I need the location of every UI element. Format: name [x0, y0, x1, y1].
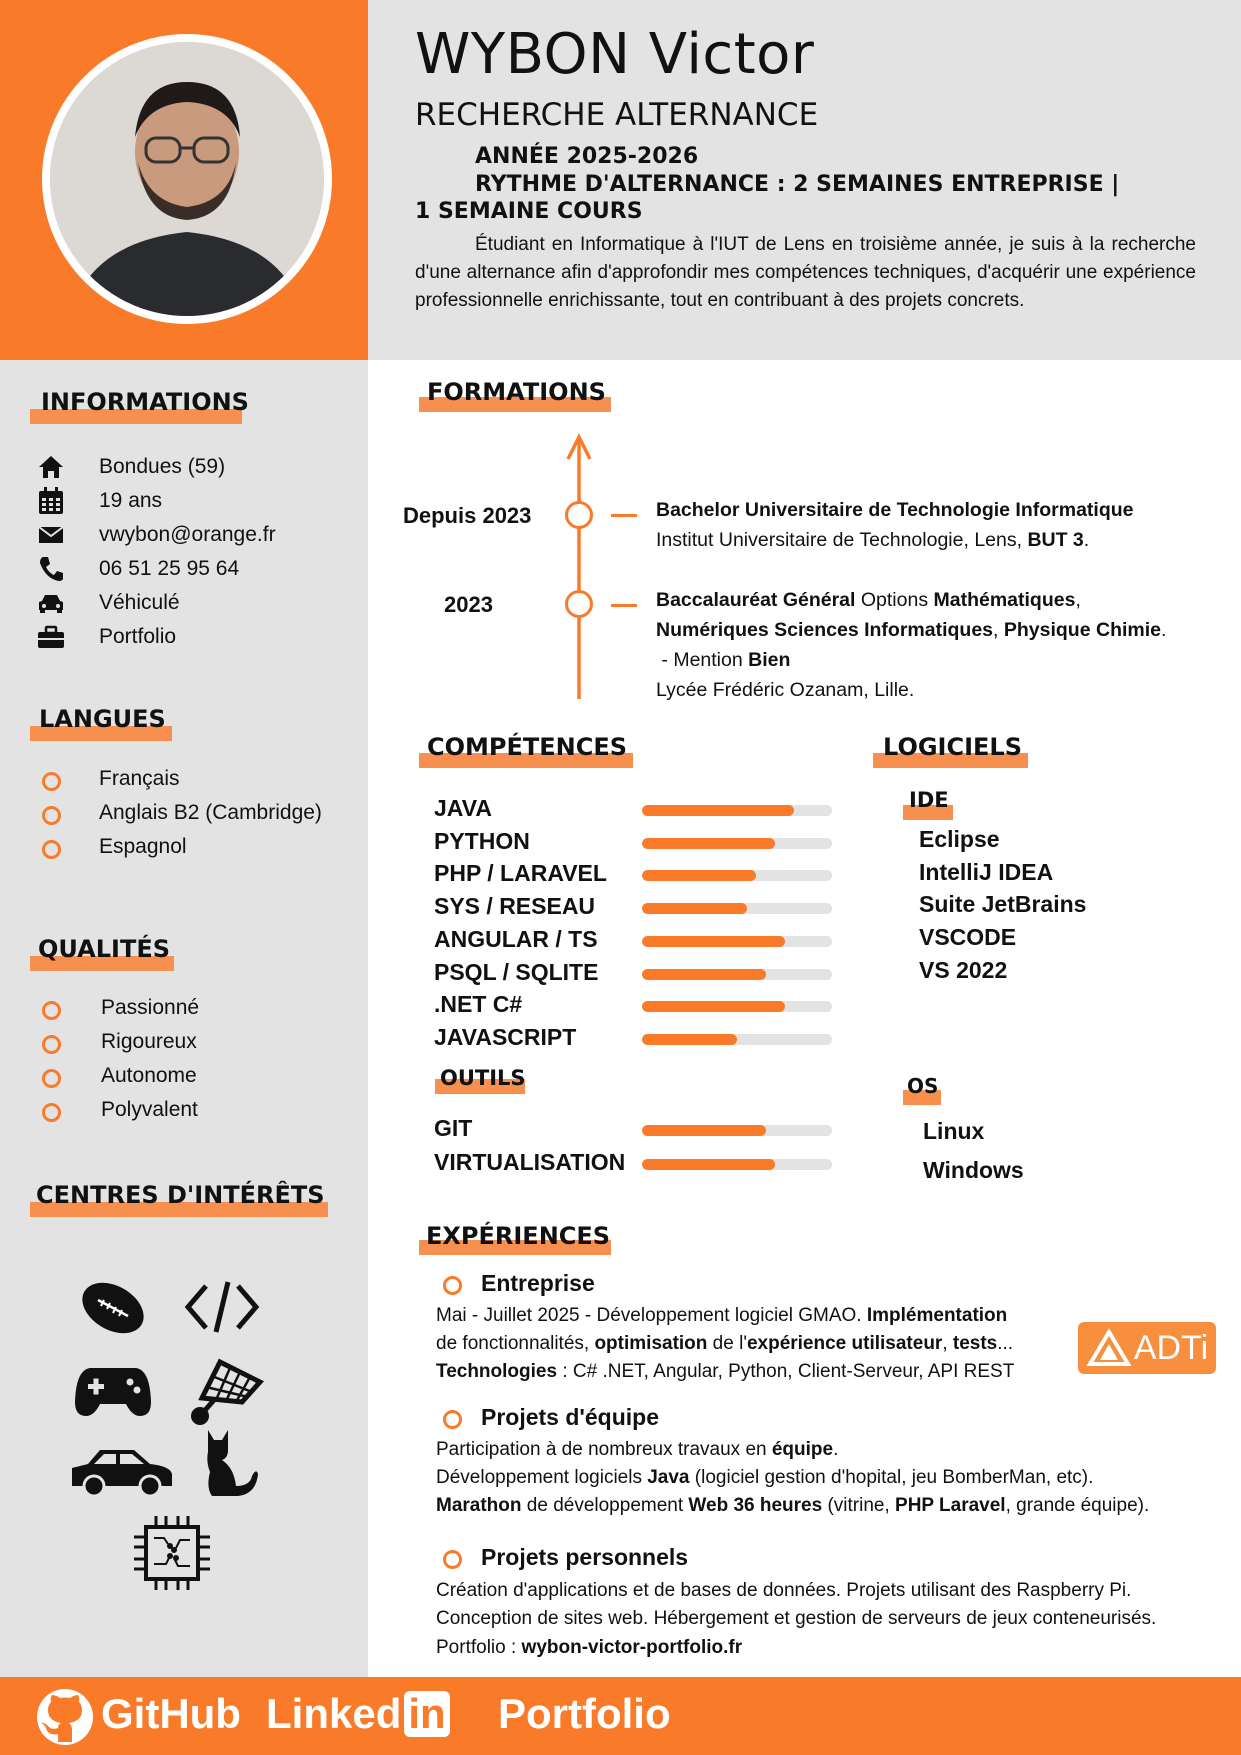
info-text: 19 ans	[99, 489, 163, 512]
skill-name: .NET C#	[434, 991, 523, 1018]
skill-bar-fill	[642, 1001, 785, 1012]
company-logo	[1078, 1322, 1216, 1374]
formation-text: Options	[855, 589, 934, 611]
skill-bar-fill	[642, 903, 747, 914]
info-item-vehicle	[36, 588, 180, 618]
skill-bar	[642, 838, 832, 849]
calendar-icon	[36, 487, 66, 515]
experience-line: Création d'applications et de bases de données. Projets utilisant des Raspberry Pi.	[436, 1580, 1132, 1601]
code-icon	[184, 1278, 260, 1341]
alternance-rhythm: RYTHME D'ALTERNANCE : 2 SEMAINES ENTREPRISE | 1 SEMAINE COURS	[415, 172, 1120, 224]
quality-item: Rigoureux	[101, 1030, 197, 1053]
experience-line: Conception de sites web. Hébergement et gestion de serveurs de jeux conteneurisés.	[436, 1608, 1157, 1629]
chip-icon	[134, 1516, 210, 1595]
linkedin-text[interactable]: Linked	[266, 1690, 402, 1737]
bullet-icon	[42, 1103, 61, 1122]
skill-bar	[642, 936, 832, 947]
ide-item: Suite JetBrains	[919, 891, 1087, 917]
language-item: Espagnol	[99, 835, 187, 858]
section-title-informations: INFORMATIONS	[41, 388, 249, 416]
language-item: Anglais B2 (Cambridge)	[99, 801, 322, 824]
os-item: Windows	[923, 1157, 1024, 1183]
section-title-logiciels: LOGICIELS	[883, 733, 1022, 761]
formation-degree: Bachelor Universitaire de Technologie Informatique	[656, 499, 1134, 521]
company-logo-text: ADTi	[1133, 1328, 1209, 1367]
exp-bold: Technologies	[436, 1361, 558, 1382]
gamepad-icon	[74, 1362, 152, 1425]
exp-bold: optimisation	[594, 1333, 708, 1354]
exp-text: (logiciel gestion d'hopital, jeu BomberMan, etc).	[689, 1467, 1094, 1488]
exp-bold: équipe	[771, 1439, 834, 1460]
exp-text: ...	[997, 1333, 1014, 1354]
timeline-dash	[611, 514, 637, 517]
page-subtitle: RECHERCHE ALTERNANCE	[415, 97, 819, 133]
experience-line	[436, 1467, 1093, 1489]
formation-school: Institut Universitaire de Technologie, Lens,	[656, 529, 1028, 551]
formation-degree: Baccalauréat Général	[656, 589, 856, 611]
section-title-formations: FORMATIONS	[427, 378, 606, 406]
exp-bold: PHP Laravel	[895, 1495, 1006, 1516]
formation-school: Lycée Frédéric Ozanam, Lille.	[656, 679, 915, 701]
skill-bar	[642, 1159, 832, 1170]
bullet-icon	[42, 1035, 61, 1054]
skill-name: SYS / RESEAU	[434, 893, 596, 920]
section-title-langues: LANGUES	[39, 705, 166, 733]
skill-bar	[642, 903, 832, 914]
experience-line	[436, 1361, 1014, 1383]
exp-bold: Web 36 heures	[688, 1495, 823, 1516]
github-icon[interactable]	[36, 1688, 94, 1751]
skill-bar-fill	[642, 969, 766, 980]
car-icon	[36, 589, 66, 617]
experience-line	[436, 1495, 1149, 1517]
info-item-phone	[36, 554, 240, 584]
bullet-icon	[42, 806, 61, 825]
badminton-icon	[190, 1356, 264, 1435]
quality-item: Polyvalent	[101, 1098, 198, 1121]
football-icon	[78, 1278, 148, 1343]
exp-bold: Implémentation	[866, 1305, 1008, 1326]
section-title-ide: IDE	[909, 788, 949, 812]
skill-bar	[642, 1125, 832, 1136]
skill-bar-fill	[642, 838, 775, 849]
bullet-icon	[42, 1069, 61, 1088]
info-text: Bondues (59)	[99, 455, 226, 478]
punct: ,	[993, 619, 1004, 641]
exp-text: Participation à de nombreux travaux en	[436, 1439, 772, 1460]
exp-bold: expérience utilisateur	[746, 1333, 943, 1354]
experience-line	[436, 1333, 1013, 1355]
os-item: Linux	[923, 1118, 985, 1144]
experience-line	[436, 1439, 838, 1461]
formation-entry	[656, 495, 1196, 555]
formation-text: - Mention	[656, 649, 749, 671]
linkedin-link[interactable]	[266, 1690, 450, 1738]
exp-bold: tests	[952, 1333, 998, 1354]
bullet-icon	[42, 840, 61, 859]
cat-icon	[198, 1428, 260, 1505]
experience-line	[436, 1305, 1007, 1327]
portfolio-link[interactable]: wybon-victor-portfolio.fr	[521, 1637, 743, 1658]
intro-paragraph: Étudiant en Informatique à l'IUT de Lens en troisième année, je suis à la recherche d'une alternance afin d'approfondir mes compétences techniques, d'acquérir une expérience professionnelle enrichissante, tout en contribuant à des projets concrets.	[415, 234, 1196, 311]
exp-text: Mai - Juillet 2025 - Développement logiciel GMAO.	[436, 1305, 867, 1326]
section-title-qualites: QUALITÉS	[38, 935, 170, 963]
exp-text: : C# .NET, Angular, Python, Client-Serveur, API REST	[557, 1361, 1015, 1382]
ide-item: VS 2022	[919, 957, 1008, 983]
timeline-node	[565, 590, 593, 618]
car-icon	[70, 1444, 174, 1503]
briefcase-icon	[36, 623, 66, 651]
formation-mention: Bien	[748, 649, 791, 671]
info-item-age	[36, 486, 163, 516]
ide-item: IntelliJ IDEA	[919, 859, 1054, 885]
skill-bar	[642, 1001, 832, 1012]
experience-line	[436, 1637, 742, 1659]
exp-text: de développement	[521, 1495, 689, 1516]
timeline-dash	[611, 604, 637, 607]
info-text[interactable]: Portfolio	[99, 625, 177, 648]
formation-option: Mathématiques	[933, 589, 1076, 611]
skill-bar	[642, 805, 832, 816]
skill-bar	[642, 969, 832, 980]
info-item-location	[36, 452, 226, 482]
quality-item: Passionné	[101, 996, 200, 1019]
phone-icon	[36, 555, 66, 583]
experience-title: Entreprise	[481, 1270, 595, 1296]
bullet-icon	[42, 1001, 61, 1020]
skill-name: PYTHON	[434, 827, 530, 854]
skill-bar	[642, 870, 832, 881]
section-title-competences: COMPÉTENCES	[427, 733, 628, 761]
exp-text: .	[833, 1439, 839, 1460]
formation-entry	[656, 585, 1216, 705]
skill-bar	[642, 1034, 832, 1045]
formation-date: 2023	[444, 592, 493, 617]
formation-date: Depuis 2023	[403, 503, 532, 528]
section-title-outils: OUTILS	[440, 1066, 526, 1090]
formation-level: BUT 3	[1027, 529, 1084, 551]
mail-icon	[36, 521, 66, 549]
formation-option: Physique Chimie	[1003, 619, 1161, 641]
quality-item: Autonome	[101, 1064, 197, 1087]
skill-bar-fill	[642, 1034, 737, 1045]
exp-text: Développement logiciels	[436, 1467, 648, 1488]
section-title-experiences: EXPÉRIENCES	[426, 1222, 611, 1250]
info-text: 06 51 25 95 64	[99, 557, 240, 580]
linkedin-in-badge[interactable]: in	[404, 1691, 449, 1737]
bullet-icon	[443, 1410, 462, 1429]
skill-name: PSQL / SQLITE	[434, 958, 599, 985]
skill-bar-fill	[642, 805, 794, 816]
exp-text: de fonctionnalités,	[436, 1333, 595, 1354]
info-item-email[interactable]	[36, 520, 276, 550]
language-item: Français	[99, 767, 180, 790]
skill-name: GIT	[434, 1115, 473, 1141]
section-title-os: OS	[907, 1074, 939, 1098]
page-title: WYBON Victor	[415, 22, 815, 87]
ide-item: VSCODE	[919, 924, 1017, 950]
skill-name: VIRTUALISATION	[434, 1149, 626, 1175]
adti-logo-icon	[1086, 1328, 1132, 1368]
skill-name: JAVASCRIPT	[434, 1023, 577, 1050]
exp-text: Portfolio :	[436, 1637, 522, 1658]
bullet-icon	[443, 1276, 462, 1295]
info-item-portfolio[interactable]	[36, 622, 177, 652]
ide-item: Eclipse	[919, 826, 1000, 852]
home-icon	[36, 453, 66, 481]
skill-bar-fill	[642, 1125, 766, 1136]
skill-bar-fill	[642, 870, 756, 881]
info-text[interactable]: vwybon@orange.fr	[99, 523, 276, 546]
section-title-interets: CENTRES D'INTÉRÊTS	[36, 1181, 325, 1209]
formation-option: Numériques Sciences Informatiques	[656, 619, 994, 641]
exp-text: de l'	[707, 1333, 747, 1354]
experience-title: Projets personnels	[481, 1544, 689, 1570]
profile-photo	[50, 42, 324, 316]
info-text: Véhiculé	[99, 591, 180, 614]
punct: .	[1083, 529, 1090, 551]
skill-bar-fill	[642, 936, 785, 947]
academic-year: ANNÉE 2025-2026	[475, 144, 699, 169]
bullet-icon	[42, 772, 61, 791]
exp-text: ,	[942, 1333, 953, 1354]
exp-bold: Java	[647, 1467, 690, 1488]
portfolio-footer-link[interactable]: Portfolio	[498, 1690, 671, 1737]
skill-name: PHP / LARAVEL	[434, 860, 607, 887]
timeline-arrow	[564, 433, 594, 706]
skill-name: JAVA	[434, 795, 492, 821]
exp-text: (vitrine,	[822, 1495, 896, 1516]
bullet-icon	[443, 1550, 462, 1569]
exp-text: , grande équipe).	[1005, 1495, 1150, 1516]
skill-bar-fill	[642, 1159, 775, 1170]
skill-name: ANGULAR / TS	[434, 925, 598, 952]
experience-title: Projets d'équipe	[481, 1404, 660, 1430]
punct: .	[1161, 619, 1167, 641]
timeline-node	[565, 501, 593, 529]
punct: ,	[1075, 589, 1081, 611]
github-link[interactable]: GitHub	[101, 1690, 241, 1737]
exp-bold: Marathon	[436, 1495, 522, 1516]
